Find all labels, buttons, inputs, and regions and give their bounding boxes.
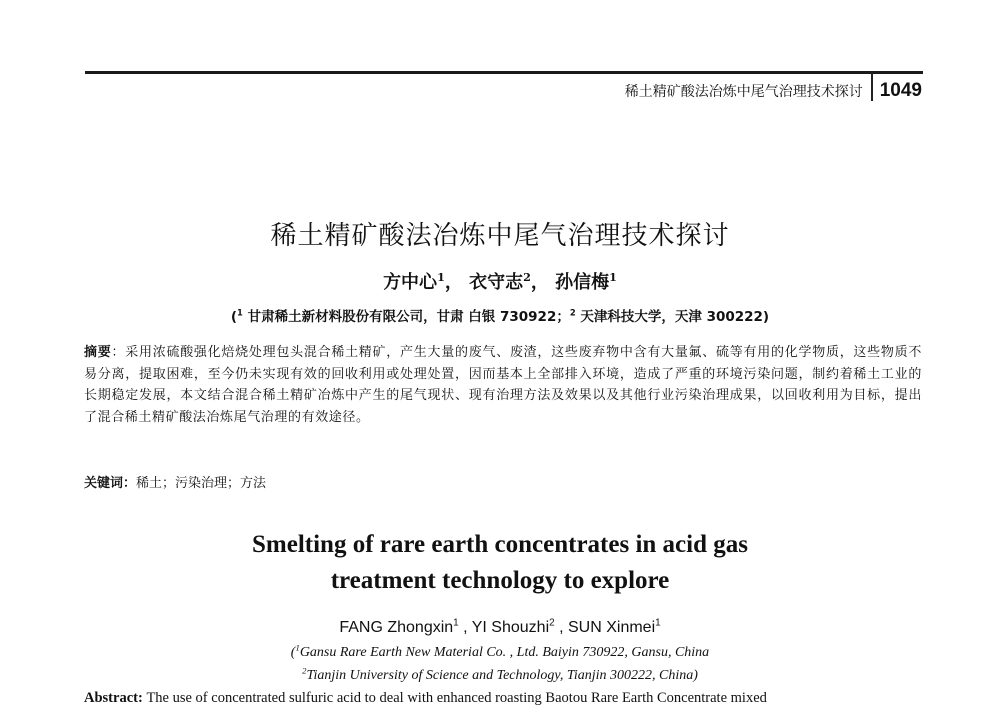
affiliation-chinese: [0, 305, 1000, 325]
abstract-label: Abstract: [84, 690, 138, 706]
author-affiliation-mark: 1: [655, 617, 661, 629]
affiliation-text: 甘肃稀土新材料股份有限公司，甘肃 白银 730922；: [242, 309, 570, 325]
affiliation-mark: 1: [295, 642, 300, 653]
authors-chinese: [0, 268, 1000, 294]
abstract-label-colon: :: [137, 690, 147, 706]
author-separator: ，: [530, 272, 549, 293]
title-english-line: treatment technology to explore: [330, 567, 670, 594]
author-name: 方中心: [383, 272, 438, 293]
abstract-chinese: [84, 342, 922, 428]
running-header: [625, 80, 922, 102]
affiliation-mark: 2: [302, 665, 307, 676]
affiliation-text: 天津科技大学，天津 300222): [575, 309, 770, 325]
abstract-label-colon: ：: [111, 345, 126, 360]
affiliation-english-line-1: [0, 642, 1000, 661]
affiliation-mark: 1: [237, 307, 243, 318]
author-separator: ,: [458, 619, 472, 636]
author-affiliation-mark: 1: [453, 617, 459, 629]
affiliation-open-paren: (: [230, 309, 238, 325]
author-affiliation-mark: 2: [549, 617, 555, 629]
title-english-line: Smelting of rare earth concentrates in acid gas: [252, 531, 748, 558]
authors-english: [0, 619, 1000, 637]
keywords-text: 稀土；污染治理；方法: [136, 476, 267, 491]
affiliation-open-paren: (: [290, 645, 296, 660]
keywords-label: 关键词: [84, 476, 124, 491]
author-affiliation-mark: 2: [523, 271, 531, 284]
author-affiliation-mark: 1: [609, 271, 617, 284]
abstract-label: 摘要: [84, 345, 112, 360]
running-title: 稀土精矿酸法冶炼中尾气治理技术探讨: [624, 84, 863, 100]
keywords-label-colon: ：: [123, 476, 137, 491]
author-name: SUN Xinmei: [567, 619, 656, 636]
abstract-text: The use of concentrated sulfuric acid to deal with enhanced roasting Baotou Rare Earth Concentrate mixed: [146, 690, 767, 706]
author-separator: ，: [444, 272, 463, 293]
title-english: [0, 527, 1000, 599]
author-name: 孙信梅: [555, 272, 610, 293]
author-name: YI Shouzhi: [471, 619, 550, 636]
abstract-text: 采用浓硫酸强化焙烧处理包头混合稀土精矿，产生大量的废气、废渣，这些废弃物中含有大量氟、硫等有用的化学物质，这些物质不易分离，提取困难，至今仍未实现有效的回收利用或处理处置，因而基本上全部排入环境，造成了严重的环境污染问题，制约着稀土工业的长期稳定发展，本文结合混合稀土精矿冶炼中产生的尾气现状、现有治理方法及效果以及其他行业污染治理成果，以回收利用为目标，提出了混合稀土精矿酸法冶炼尾气治理的有效途径。: [84, 345, 922, 425]
author-name: FANG Zhongxin: [339, 619, 454, 636]
author-separator: ,: [554, 619, 568, 636]
affiliation-english-line-2: [0, 665, 1000, 684]
affiliation-mark: 2: [569, 307, 576, 318]
header-rule: [85, 71, 923, 74]
abstract-english: [84, 690, 964, 707]
author-affiliation-mark: 1: [437, 271, 445, 284]
keywords-chinese: [84, 472, 266, 491]
title-chinese: 稀土精矿酸法冶炼中尾气治理技术探讨: [270, 221, 730, 251]
author-name: 衣守志: [469, 272, 524, 293]
affiliation-text: Tianjin University of Science and Technology, Tianjin 300222, China): [306, 668, 698, 683]
affiliation-text: Gansu Rare Earth New Material Co. , Ltd. Baiyin 730922, Gansu, China: [299, 645, 710, 660]
page-number: 1049: [879, 80, 922, 101]
